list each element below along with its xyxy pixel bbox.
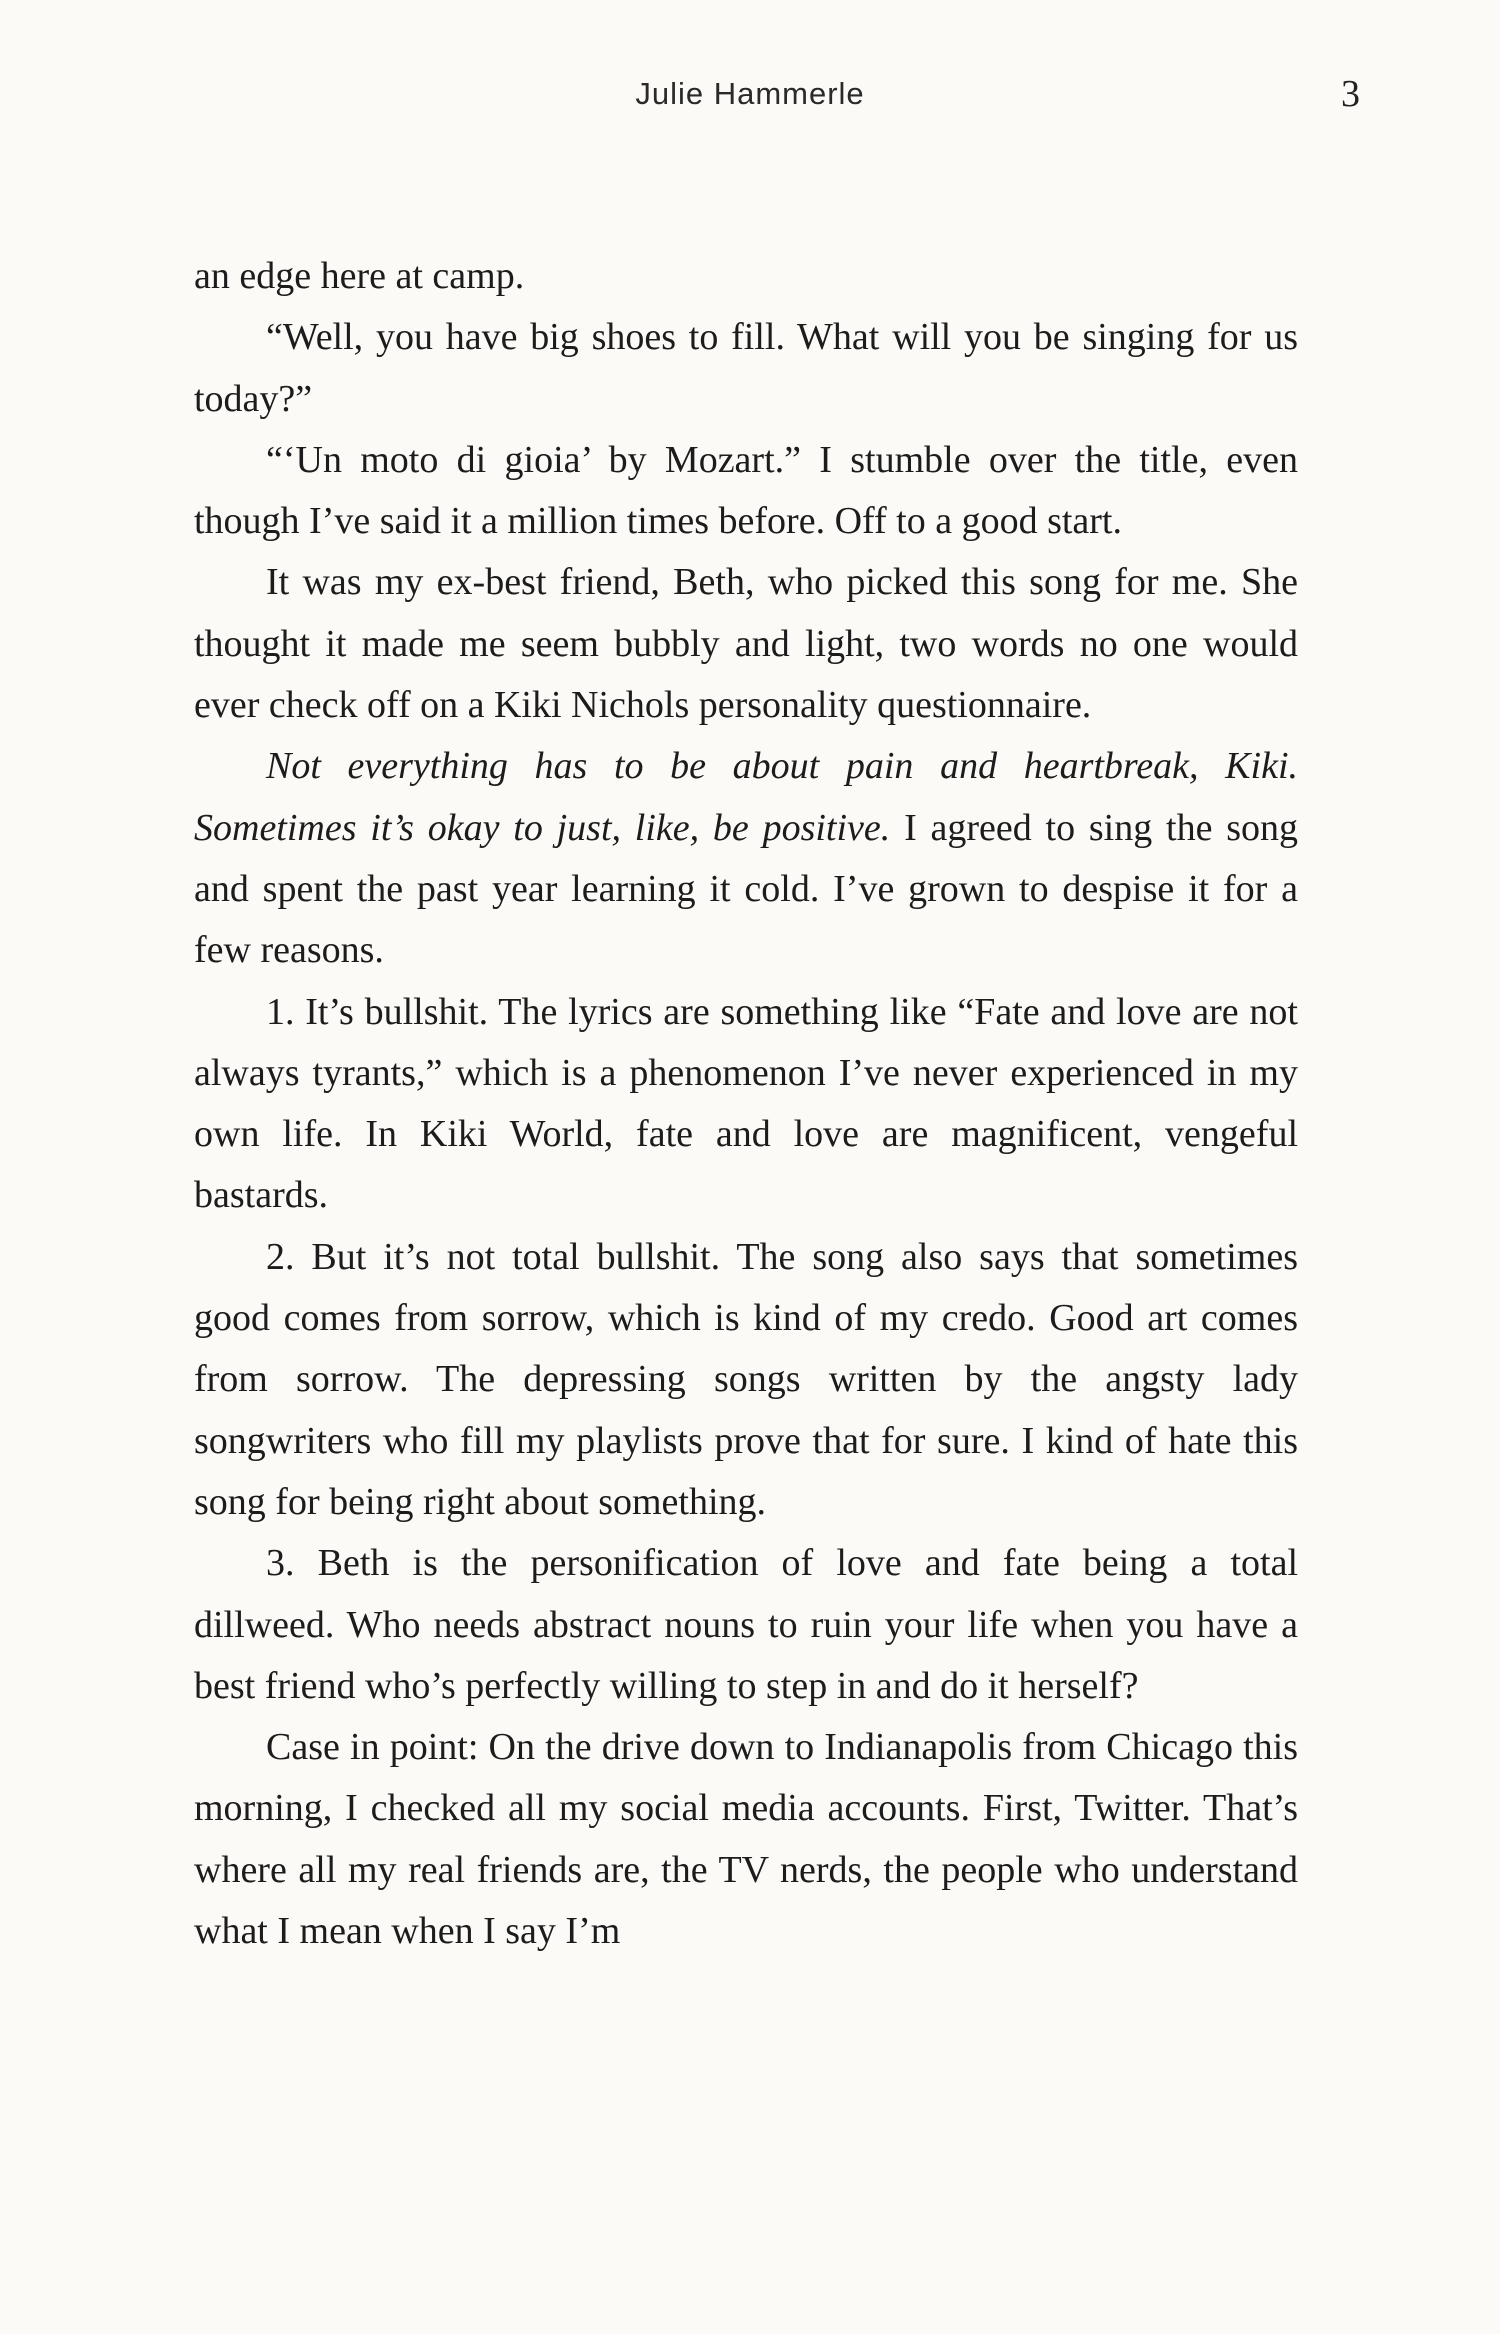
running-head-author: Julie Hammerle bbox=[635, 76, 865, 111]
body-text bbox=[194, 246, 1298, 1962]
paragraph-2: “Well, you have big shoes to fill. What will you be singing for us today?” bbox=[194, 316, 1298, 420]
paragraph-5-text: I agreed to sing the song and spent the past year learning it cold. I’ve grown to despise it for a few reasons. bbox=[194, 806, 1299, 972]
paragraph-4: It was my ex-best friend, Beth, who picked this song for me. She thought it made me seem bubbly and light, two words no one would ever check off on a Kiki Nichols personality questionnaire. bbox=[194, 561, 1298, 727]
page-number: 3 bbox=[1341, 73, 1360, 115]
paragraph-8: 3. Beth is the personification of love and fate being a total dillweed. Who needs abstract nouns to ruin your life when you have a best friend who’s perfectly willing to step in and do it herself? bbox=[194, 1542, 1298, 1707]
paragraph-1: an edge here at camp. bbox=[194, 255, 525, 297]
paragraph-9: Case in point: On the drive down to Indianapolis from Chicago this morning, I checked all my social media accounts. First, Twitter. That’s where all my real friends are, the TV nerds, the people who understand what I mean when I say I’m bbox=[194, 1726, 1298, 1953]
italic-thought: Not everything has to be about pain and heartbreak, Kiki. Sometimes it’s okay to just, like, be positive. bbox=[194, 745, 1298, 849]
paragraph-7: 2. But it’s not total bullshit. The song also says that sometimes good comes from sorrow, which is kind of my credo. Good art comes from sorrow. The depressing songs written by the angsty lady songwriters who fill my playlists prove that for sure. I kind of hate this song for being right about something. bbox=[194, 1235, 1298, 1523]
paragraph-5 bbox=[194, 736, 1298, 981]
paragraph-3: “‘Un moto di gioia’ by Mozart.” I stumble over the title, even though I’ve said it a million times before. Off to a good start. bbox=[194, 438, 1298, 543]
running-head bbox=[0, 72, 1500, 122]
paragraph-6: 1. It’s bullshit. The lyrics are something like “Fate and love are not always tyrants,” which is a phenomenon I’ve never experienced in my own life. In Kiki World, fate and love are magnificent, vengeful bastards. bbox=[194, 990, 1298, 1217]
